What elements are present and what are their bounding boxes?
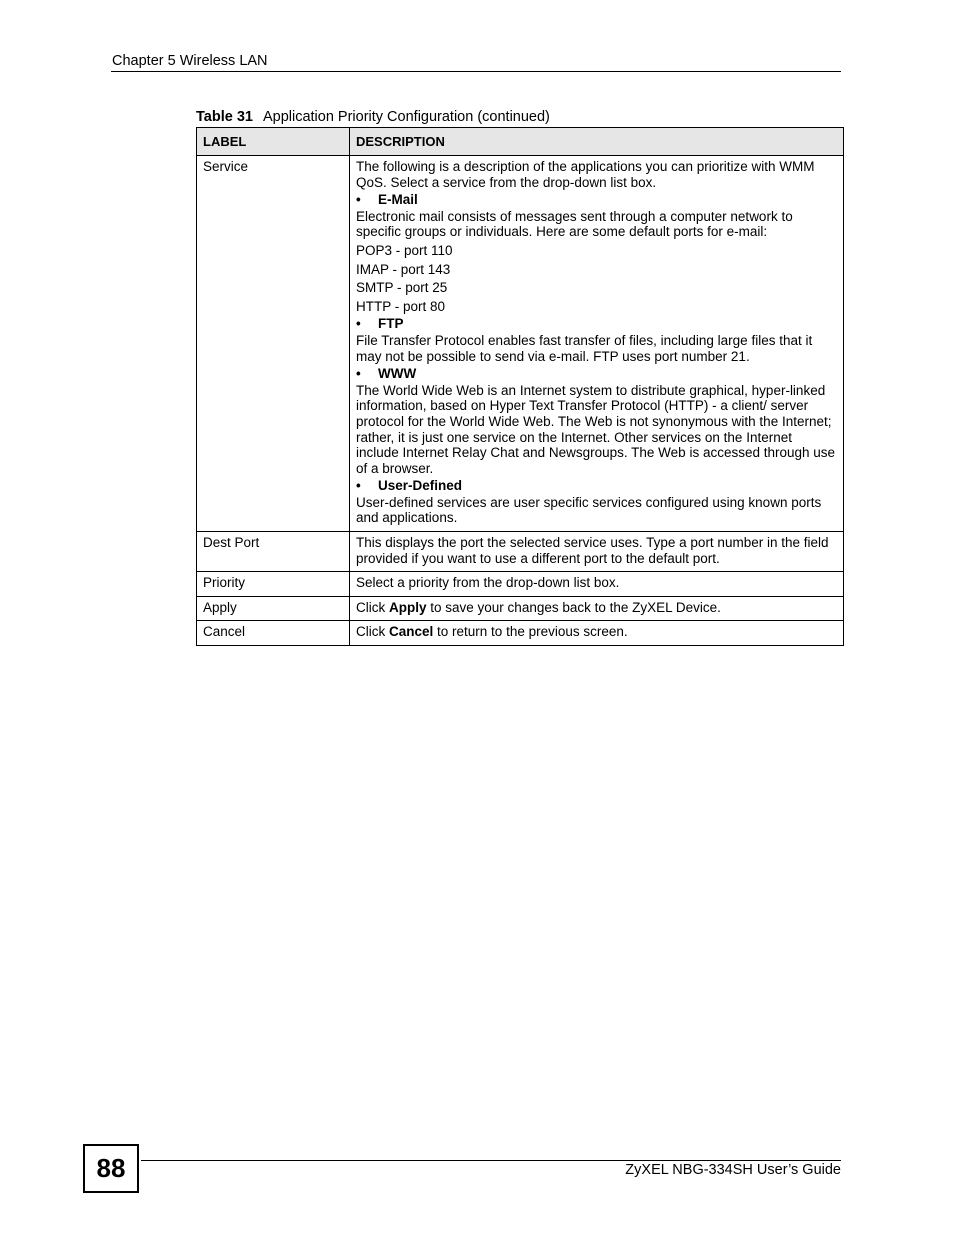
table-row-cancel [197, 621, 844, 646]
row-label: Apply [197, 596, 350, 621]
bullet-icon: • [356, 478, 361, 494]
row-description: Select a priority from the drop-down list box. [350, 572, 844, 597]
port-line: POP3 - port 110 [356, 242, 453, 258]
bullet-icon: • [356, 192, 361, 208]
apply-desc-pre: Click [356, 599, 389, 615]
bullet-www [356, 366, 837, 382]
table-row-service [197, 156, 844, 532]
bullet-user-defined-title: User-Defined [378, 478, 463, 494]
cancel-desc-post: to return to the previous screen. [433, 624, 628, 640]
bullet-email [356, 192, 837, 208]
guide-title: ZyXEL NBG-334SH User’s Guide [625, 1162, 841, 1178]
application-priority-table [196, 127, 844, 646]
bullet-ftp-title: FTP [378, 316, 404, 332]
chapter-header: Chapter 5 Wireless LAN [112, 53, 268, 69]
email-description: Electronic mail consists of messages sent through a computer network to specific groups or individuals. Here are some default ports for e-mail: [356, 208, 793, 240]
row-label: Dest Port [197, 532, 350, 572]
column-header-description: DESCRIPTION [350, 128, 844, 156]
row-description [350, 156, 844, 532]
cancel-desc-bold: Cancel [389, 624, 434, 640]
user-defined-description: User-defined services are user specific services configured using known ports and applications. [356, 494, 822, 526]
port-line: HTTP - port 80 [356, 298, 446, 314]
bullet-icon: • [356, 366, 361, 382]
table-caption-number: Table 31 [196, 109, 253, 125]
cancel-desc-pre: Click [356, 624, 389, 640]
bullet-user-defined [356, 478, 837, 494]
apply-desc-post: to save your changes back to the ZyXEL Device. [426, 599, 721, 615]
table-row-priority [197, 572, 844, 597]
www-description: The World Wide Web is an Internet system to distribute graphical, hyper-linked information, based on Hyper Text Transfer Protocol (HTTP) - a client/ server protocol for the World Wide Web. The Web is not synonymous with the Internet; rather, it is just one service on the Internet. Other services on the Internet include Internet Relay Chat and Newsgroups. The Web is accessed through use of a browser. [356, 382, 836, 476]
table-row-apply [197, 596, 844, 621]
port-line: IMAP - port 143 [356, 261, 451, 277]
service-intro: The following is a description of the applications you can prioritize with WMM QoS. Select a service from the drop-down list box. [356, 159, 815, 190]
header-rule [111, 71, 841, 72]
table-header-row [197, 128, 844, 156]
table-caption-title: Application Priority Configuration (continued) [262, 109, 550, 125]
port-line: SMTP - port 25 [356, 280, 448, 296]
row-description: This displays the port the selected service uses. Type a port number in the field provided if you want to use a different port to the default port. [350, 532, 844, 572]
bullet-email-title: E-Mail [378, 192, 418, 208]
page-number: 88 [83, 1144, 139, 1193]
table-caption [196, 108, 550, 126]
table-row-dest-port [197, 532, 844, 572]
row-description [350, 596, 844, 621]
bullet-ftp [356, 316, 837, 332]
column-header-label: LABEL [197, 128, 350, 156]
row-label: Cancel [197, 621, 350, 646]
apply-desc-bold: Apply [389, 599, 427, 615]
row-label: Service [197, 156, 350, 532]
ftp-description: File Transfer Protocol enables fast transfer of files, including large files that it may not be possible to send via e-mail. FTP uses port number 21. [356, 332, 813, 364]
bullet-icon: • [356, 316, 361, 332]
row-description [350, 621, 844, 646]
row-label: Priority [197, 572, 350, 597]
bullet-www-title: WWW [378, 366, 417, 382]
